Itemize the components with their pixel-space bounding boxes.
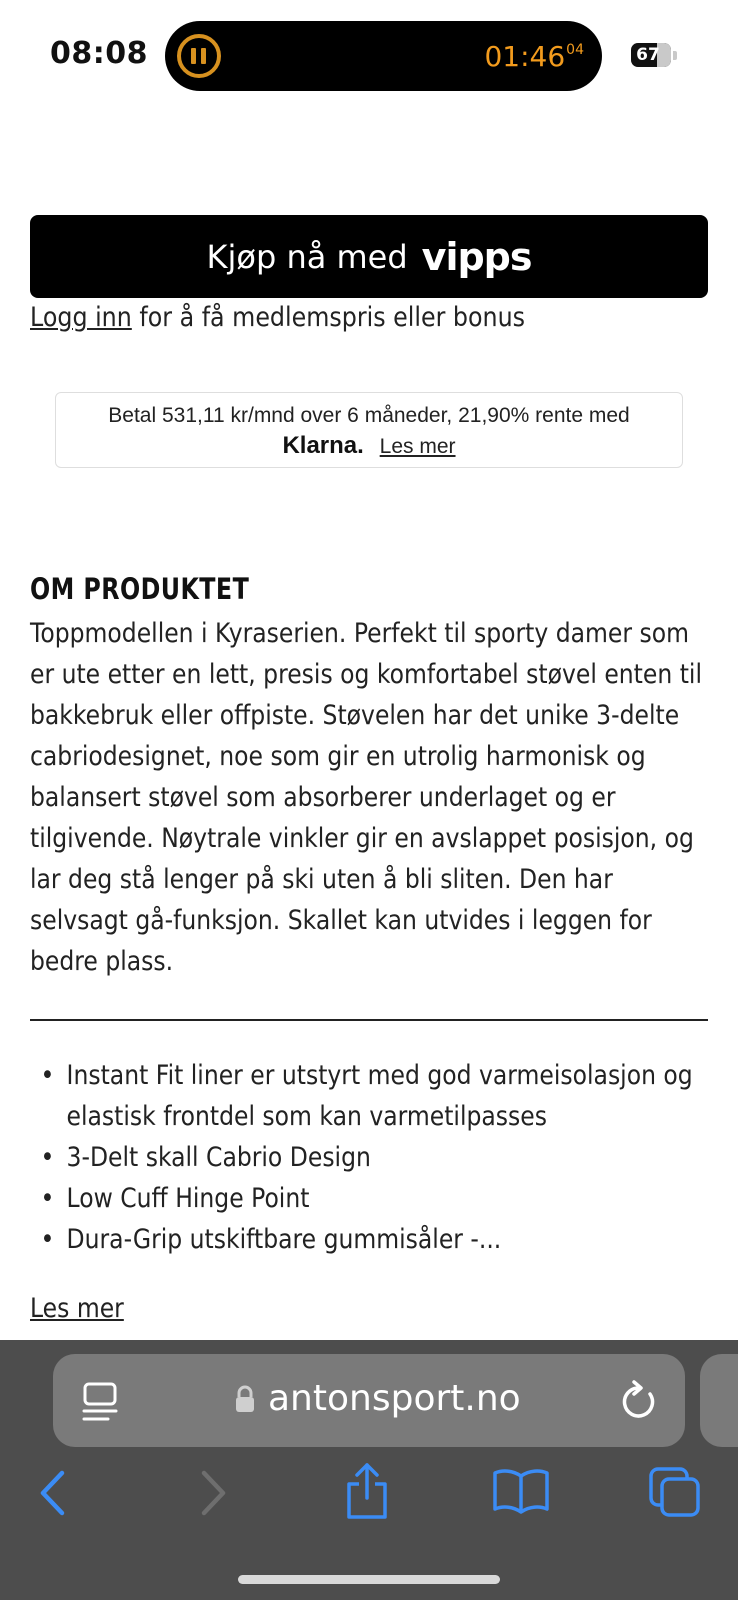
url-text[interactable]: antonsport.no (268, 1378, 521, 1419)
login-link[interactable]: Logg inn (30, 302, 132, 333)
back-icon[interactable] (38, 1470, 68, 1516)
timer-fraction: 04 (566, 42, 584, 58)
timer-readout (484, 40, 584, 73)
vipps-logo: vipps (421, 234, 532, 279)
pause-icon[interactable] (177, 34, 221, 78)
klarna-text: Betal 531,11 kr/mnd over 6 måneder, 21,90% rente med (108, 404, 630, 427)
reader-icon[interactable] (82, 1382, 118, 1422)
feature-item: • Low Cuff Hinge Point (30, 1178, 700, 1219)
status-time: 08:08 (50, 36, 148, 71)
vipps-button-label: Kjøp nå med (206, 237, 408, 276)
login-prompt (30, 302, 525, 333)
product-description: Toppmodellen i Kyraserien. Perfekt til sporty damer som er ute etter en lett, presis og komfortabel støvel enten til bakkebruk eller offpiste. Støvelen har det unike 3-delte cabriodesignet, noe som gir en utrolig harmonisk og balansert støvel som absorberer underlaget og er tilgivende. Nøytrale vinkler gir en avslappet posisjon, og lar deg stå lenger på ski uten å bli sliten. Den har selvsagt gå-funksjon. Skallet kan utvides i leggen for bedre plass. (30, 618, 702, 977)
forward-icon[interactable] (198, 1470, 228, 1516)
divider (30, 1019, 708, 1021)
battery-icon (631, 43, 671, 67)
home-indicator[interactable] (238, 1575, 500, 1584)
feature-item: • Dura-Grip utskiftbare gummisåler -... (30, 1219, 700, 1260)
next-tab-preview[interactable] (700, 1354, 738, 1447)
battery-level: 67 (636, 45, 660, 65)
read-more-link[interactable]: Les mer (30, 1293, 124, 1324)
klarna-read-more-link[interactable]: Les mer (379, 435, 456, 458)
tabs-icon[interactable] (648, 1466, 702, 1518)
share-icon[interactable] (342, 1462, 392, 1522)
timer-main: 01:46 (484, 40, 566, 73)
lock-icon (234, 1384, 256, 1414)
klarna-logo: Klarna. (282, 432, 364, 459)
login-suffix: for å få medlemspris eller bonus (131, 302, 526, 333)
bookmarks-icon[interactable] (492, 1468, 550, 1514)
vipps-checkout-button[interactable] (30, 215, 708, 298)
feature-item: • 3-Delt skall Cabrio Design (30, 1137, 700, 1178)
klarna-banner (55, 392, 683, 468)
feature-item: • Instant Fit liner er utstyrt med god varmeisolasjon og elastisk frontdel som kan varmetilpasses (30, 1055, 700, 1137)
battery-nub (673, 51, 677, 60)
feature-list (30, 1055, 700, 1260)
reload-icon[interactable] (620, 1380, 658, 1422)
dynamic-island[interactable] (165, 21, 602, 91)
section-title: OM PRODUKTET (30, 572, 250, 606)
